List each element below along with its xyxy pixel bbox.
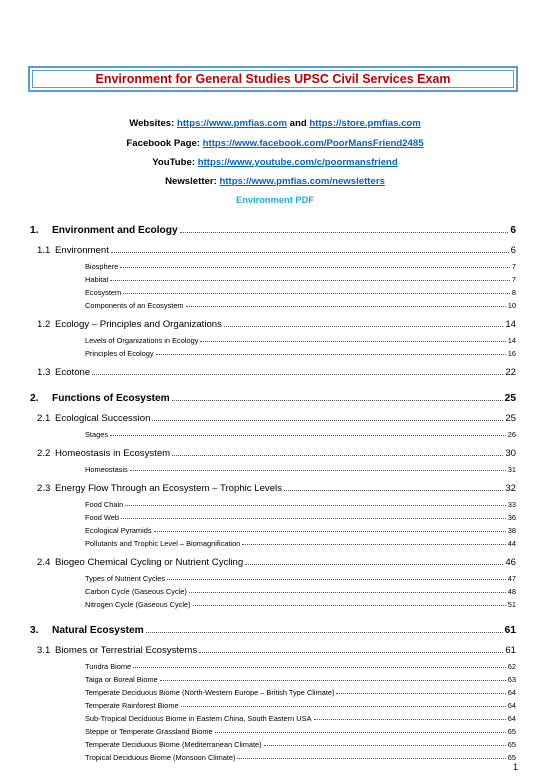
toc-label: Food Web	[85, 513, 119, 522]
toc-section[interactable]	[37, 645, 516, 656]
toc-leader	[123, 293, 510, 294]
toc-page: 25	[504, 393, 516, 404]
toc-chapter[interactable]	[30, 225, 516, 236]
toc-section[interactable]	[37, 557, 516, 568]
toc-page: 10	[507, 301, 516, 310]
toc-subsection[interactable]	[85, 675, 516, 684]
toc-leader	[199, 652, 503, 653]
toc-label: Natural Ecosystem	[52, 625, 144, 636]
toc-number: 1.3	[37, 367, 51, 378]
toc-page: 6	[510, 245, 516, 256]
toc-leader	[92, 374, 503, 375]
toc-leader	[133, 667, 506, 668]
toc-page: 44	[507, 539, 516, 548]
websites-line	[0, 118, 550, 129]
toc-leader	[125, 505, 506, 506]
toc-leader	[130, 470, 506, 471]
toc-leader	[152, 420, 503, 421]
toc-page: 7	[511, 275, 516, 284]
toc-page: 14	[507, 336, 516, 345]
toc-page: 65	[507, 727, 516, 736]
toc-leader	[120, 267, 510, 268]
youtube-link[interactable]: https://www.youtube.com/c/poormansfriend	[197, 157, 398, 168]
websites-and: and	[289, 118, 307, 129]
toc-label: Functions of Ecosystem	[52, 393, 170, 404]
toc-label: Ecology – Principles and Organizations	[55, 319, 222, 330]
toc-subsection[interactable]	[85, 600, 516, 609]
toc-page: 8	[511, 288, 516, 297]
toc-label: Temperate Rainforest Biome	[85, 701, 179, 710]
toc-label: Pollutants and Trophic Level – Biomagnification	[85, 539, 241, 548]
title-box	[28, 66, 518, 92]
toc-leader	[146, 632, 503, 633]
toc-page: 51	[507, 600, 516, 609]
toc-page: 64	[507, 714, 516, 723]
toc-subsection[interactable]	[85, 301, 516, 310]
facebook-label: Facebook Page:	[126, 138, 200, 149]
toc-leader	[336, 693, 505, 694]
toc-subsection[interactable]	[85, 262, 516, 271]
toc-label: Stages	[85, 430, 109, 439]
toc-label: Components of an Ecosystem	[85, 301, 184, 310]
toc-page: 63	[507, 675, 516, 684]
newsletter-label: Newsletter:	[165, 176, 217, 187]
toc-subsection[interactable]	[85, 526, 516, 535]
toc-subsection[interactable]	[85, 587, 516, 596]
toc-leader	[215, 732, 506, 733]
toc-page: 64	[507, 688, 516, 697]
toc-label: Ecosystem	[85, 288, 122, 297]
newsletter-line	[0, 176, 550, 187]
toc-leader	[284, 490, 503, 491]
toc-subsection[interactable]	[85, 500, 516, 509]
toc-leader	[156, 354, 506, 355]
toc-page: 31	[507, 465, 516, 474]
toc-label: Types of Nutrient Cycles	[85, 574, 166, 583]
toc-label: Biomes or Terrestrial Ecosystems	[55, 645, 198, 656]
facebook-link[interactable]: https://www.facebook.com/PoorMansFriend2485	[202, 138, 424, 149]
toc-subsection[interactable]	[85, 574, 516, 583]
toc-leader	[180, 232, 509, 233]
toc-leader	[172, 400, 503, 401]
toc-leader	[242, 544, 505, 545]
toc-subsection[interactable]	[85, 740, 516, 749]
toc-page: 47	[507, 574, 516, 583]
toc-label: Homeostasis in Ecosystem	[55, 448, 171, 459]
toc-leader	[172, 455, 503, 456]
toc-page: 61	[505, 645, 516, 656]
toc-label: Environment and Ecology	[52, 225, 178, 236]
store-link[interactable]: https://store.pmfias.com	[309, 118, 421, 129]
page-number: 1	[512, 762, 518, 772]
toc-section[interactable]	[37, 483, 516, 494]
toc-label: Biosphere	[85, 262, 119, 271]
toc-number: 2.1	[37, 413, 51, 424]
toc-subsection[interactable]	[85, 688, 516, 697]
toc-page: 48	[507, 587, 516, 596]
toc-page: 22	[505, 367, 516, 378]
toc-number: 3.	[30, 625, 39, 636]
toc-page: 33	[507, 500, 516, 509]
toc-leader	[110, 280, 509, 281]
toc-number: 2.3	[37, 483, 51, 494]
toc-subsection[interactable]	[85, 288, 516, 297]
toc-page: 61	[504, 625, 516, 636]
toc-label: Levels of Organizations in Ecology	[85, 336, 199, 345]
toc-page: 65	[507, 753, 516, 762]
toc-number: 2.4	[37, 557, 51, 568]
toc-label: Ecological Succession	[55, 413, 151, 424]
toc-subsection[interactable]	[85, 465, 516, 474]
toc-label: Tropical Deciduous Biome (Monsoon Climate)	[85, 753, 236, 762]
toc-label: Homeostasis	[85, 465, 128, 474]
toc-page: 30	[505, 448, 516, 459]
toc-label: Energy Flow Through an Ecosystem – Trophic Levels	[55, 483, 282, 494]
toc-leader	[314, 719, 506, 720]
toc-leader	[181, 706, 506, 707]
toc-label: Ecotone	[55, 367, 91, 378]
toc-page: 7	[511, 262, 516, 271]
toc-leader	[193, 605, 506, 606]
toc-section[interactable]	[37, 448, 516, 459]
toc-label: Sub-Tropical Deciduous Biome in Eastern China, South Eastern USA	[85, 714, 312, 723]
youtube-label: YouTube:	[152, 157, 196, 168]
toc-subsection[interactable]	[85, 430, 516, 439]
document-subtitle: Environment PDF	[236, 195, 314, 205]
toc-label: Temperate Deciduous Biome (North-Western Europe – British Type Climate)	[85, 688, 335, 697]
toc-leader	[189, 592, 506, 593]
toc-subsection[interactable]	[85, 349, 516, 358]
toc-label: Carbon Cycle (Gaseous Cycle)	[85, 587, 187, 596]
toc-number: 3.1	[37, 645, 51, 656]
toc-number: 2.	[30, 393, 39, 404]
toc-section[interactable]	[37, 367, 516, 378]
facebook-line	[0, 138, 550, 149]
toc-page: 64	[507, 701, 516, 710]
toc-page: 32	[505, 483, 516, 494]
toc-page: 62	[507, 662, 516, 671]
toc-leader	[160, 680, 506, 681]
toc-leader	[121, 518, 506, 519]
toc-label: Steppe or Temperate Grassland Biome	[85, 727, 213, 736]
toc-number: 2.2	[37, 448, 51, 459]
toc-leader	[264, 745, 506, 746]
toc-page: 38	[507, 526, 516, 535]
toc-page: 14	[505, 319, 516, 330]
toc-label: Temperate Deciduous Biome (Mediterranean Climate)	[85, 740, 262, 749]
websites-label: Websites:	[129, 118, 175, 129]
toc-page: 65	[507, 740, 516, 749]
toc-label: Nitrogen Cycle (Gaseous Cycle)	[85, 600, 191, 609]
pmfias-link[interactable]: https://www.pmfias.com	[177, 118, 287, 129]
toc-page: 36	[507, 513, 516, 522]
toc-section[interactable]	[37, 413, 516, 424]
toc-chapter[interactable]	[30, 625, 516, 636]
toc-leader	[167, 579, 506, 580]
toc-label: Biogeo Chemical Cycling or Nutrient Cycling	[55, 557, 244, 568]
toc-subsection[interactable]	[85, 753, 516, 762]
toc-number: 1.2	[37, 319, 51, 330]
toc-page: 16	[507, 349, 516, 358]
toc-page: 26	[507, 430, 516, 439]
toc-leader	[186, 306, 506, 307]
newsletter-link[interactable]: https://www.pmfias.com/newsletters	[219, 176, 385, 187]
toc-label: Ecological Pyramids	[85, 526, 152, 535]
toc-subsection[interactable]	[85, 714, 516, 723]
toc-number: 1.1	[37, 245, 51, 256]
toc-label: Principles of Ecology	[85, 349, 154, 358]
toc-leader	[154, 531, 506, 532]
toc-subsection[interactable]	[85, 701, 516, 710]
toc-page: 25	[505, 413, 516, 424]
toc-label: Environment	[55, 245, 109, 256]
toc-chapter[interactable]	[30, 393, 516, 404]
toc-label: Tundra Biome	[85, 662, 132, 671]
toc-section[interactable]	[37, 245, 516, 256]
toc-label: Habitat	[85, 275, 109, 284]
toc-subsection[interactable]	[85, 727, 516, 736]
toc-leader	[110, 435, 506, 436]
toc-leader	[237, 758, 505, 759]
document-title: Environment for General Studies UPSC Civil Services Exam	[95, 72, 451, 86]
toc-number: 1.	[30, 225, 39, 236]
toc-leader	[111, 252, 509, 253]
youtube-line	[0, 157, 550, 168]
toc-leader	[224, 326, 503, 327]
toc-section[interactable]	[37, 319, 516, 330]
toc-subsection[interactable]	[85, 513, 516, 522]
toc-leader	[200, 341, 505, 342]
toc-page: 46	[505, 557, 516, 568]
toc-subsection[interactable]	[85, 539, 516, 548]
toc-label: Taiga or Boreal Biome	[85, 675, 158, 684]
toc-subsection[interactable]	[85, 336, 516, 345]
toc-leader	[245, 564, 503, 565]
toc-label: Food Chain	[85, 500, 124, 509]
toc-subsection[interactable]	[85, 662, 516, 671]
toc-page: 6	[510, 225, 516, 236]
toc-subsection[interactable]	[85, 275, 516, 284]
